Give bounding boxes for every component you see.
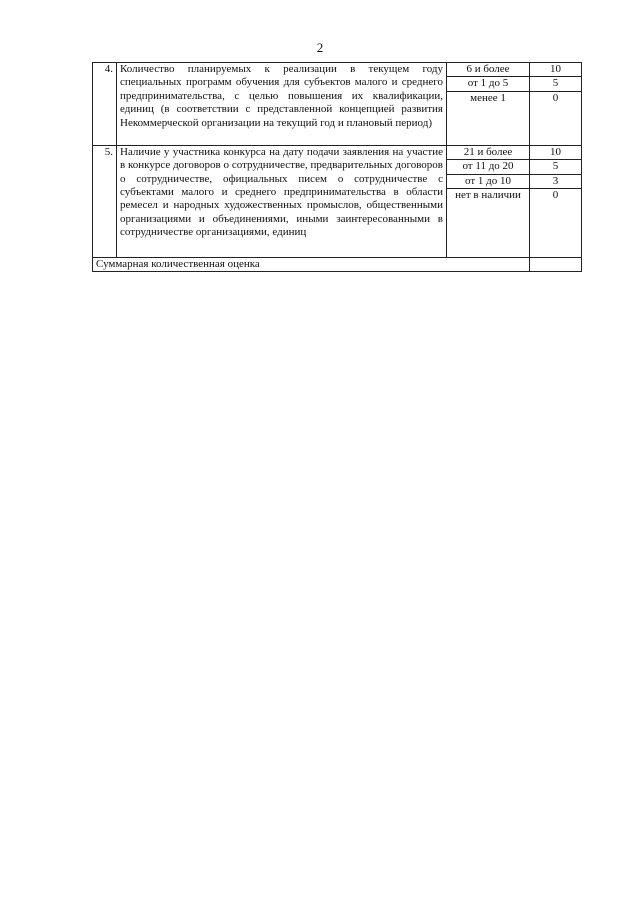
criterion-number: 5. — [93, 145, 117, 257]
condition-cell: 21 и более — [447, 145, 530, 159]
score-cell: 3 — [530, 174, 582, 188]
criteria-table — [92, 62, 582, 272]
score-cell: 10 — [530, 63, 582, 77]
condition-cell: 6 и более — [447, 63, 530, 77]
condition-cell: от 1 до 10 — [447, 174, 530, 188]
score-cell: 0 — [530, 91, 582, 145]
summary-row — [93, 258, 582, 272]
condition-cell: менее 1 — [447, 91, 530, 145]
criterion-row-4 — [93, 63, 582, 77]
score-cell: 10 — [530, 145, 582, 159]
summary-value — [530, 258, 582, 272]
summary-label: Суммарная количественная оценка — [93, 258, 530, 272]
condition-cell: от 1 до 5 — [447, 77, 530, 91]
criterion-number: 4. — [93, 63, 117, 146]
condition-cell: нет в наличии — [447, 189, 530, 258]
score-cell: 5 — [530, 160, 582, 174]
page-number: 2 — [316, 40, 324, 55]
criterion-row-5 — [93, 145, 582, 159]
criterion-description: Наличие у участника конкурса на дату подачи заявления на участие в конкурсе договоров о сотрудничестве, предварительных договоров о сотрудничестве, официальных писем о сотрудничестве с субъектами малого и среднего предпринимательства в области ремесел и народных художественных промыслов, общественными организациями и объединениями, иными заинтересованными в сотрудничестве организациями, единиц — [117, 145, 447, 257]
score-cell: 5 — [530, 77, 582, 91]
criterion-description: Количество планируемых к реализации в текущем году специальных программ обучения для субъектов малого и среднего предпринимательства, с целью повышения их квалификации, единиц (в соответствии с представленной концепцией развития Некоммерческой организации на текущий год и плановый период) — [117, 63, 447, 146]
score-cell: 0 — [530, 189, 582, 258]
condition-cell: от 11 до 20 — [447, 160, 530, 174]
